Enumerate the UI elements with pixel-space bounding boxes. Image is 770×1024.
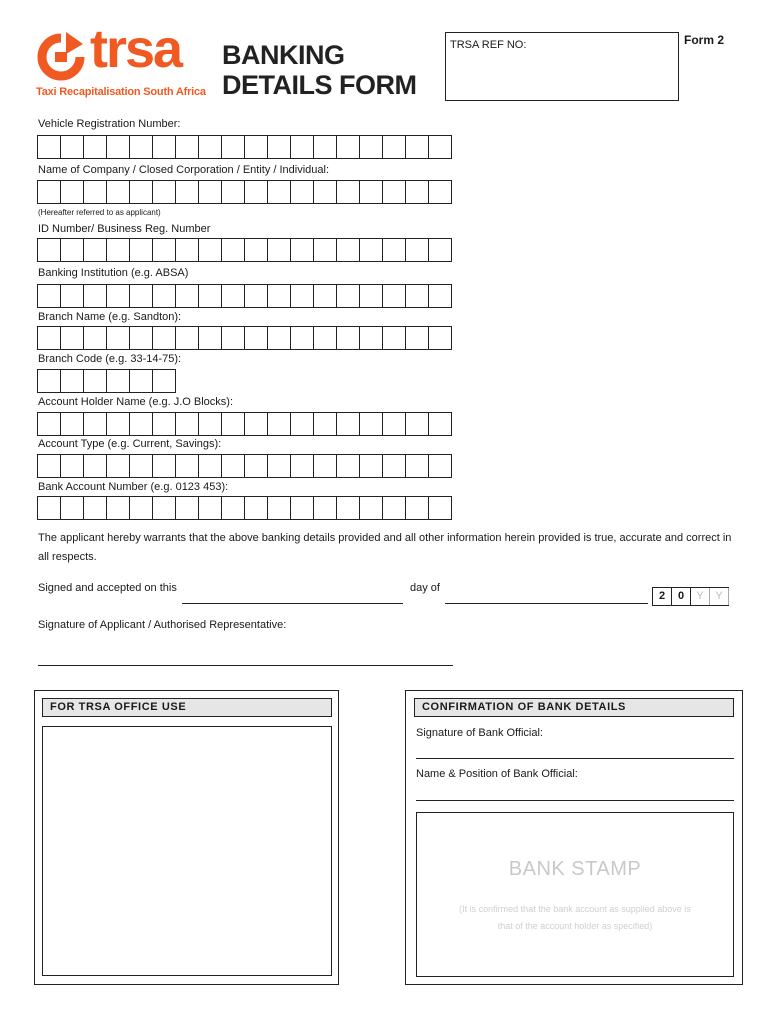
char-box[interactable] [38,181,61,203]
trsa-logo [36,19,212,102]
char-box[interactable] [291,285,314,307]
id-number-label: ID Number/ Business Reg. Number [38,223,211,235]
day-of-label: day of [410,582,440,594]
char-box[interactable] [314,285,337,307]
char-box[interactable] [222,285,245,307]
char-box[interactable] [107,327,130,349]
char-box[interactable] [337,327,360,349]
char-box[interactable] [130,136,153,158]
char-box[interactable] [153,181,176,203]
char-box[interactable] [337,136,360,158]
char-box[interactable] [61,413,84,435]
char-box[interactable] [107,239,130,261]
char-box[interactable] [176,455,199,477]
bank-official-signature-label: Signature of Bank Official: [416,727,543,739]
char-box[interactable] [130,327,153,349]
form-title-line1: BANKING [222,40,345,70]
trsa-office-panel [34,690,339,985]
char-box[interactable] [107,413,130,435]
char-box[interactable] [61,136,84,158]
applicant-note: (Hereafter referred to as applicant) [38,208,161,217]
signed-accepted-label: Signed and accepted on this [38,582,177,594]
year-boxes[interactable] [652,587,729,606]
char-box[interactable] [130,455,153,477]
account-holder-boxes[interactable] [37,412,452,436]
applicant-signature-label: Signature of Applicant / Authorised Representative: [38,619,287,631]
char-box[interactable] [314,497,337,519]
form-number: Form 2 [684,33,725,47]
char-box[interactable] [199,239,222,261]
char-box[interactable] [360,285,383,307]
char-box[interactable] [222,136,245,158]
char-box[interactable] [61,239,84,261]
char-box[interactable] [130,413,153,435]
char-box[interactable] [268,239,291,261]
char-box[interactable] [222,497,245,519]
char-box[interactable] [130,181,153,203]
char-box[interactable] [383,497,406,519]
char-box[interactable] [176,181,199,203]
bank-stamp-box[interactable] [416,812,734,977]
char-box[interactable] [199,285,222,307]
char-box[interactable] [360,327,383,349]
warranty-statement: The applicant hereby warrants that the above banking details provided and all other information herein provided is true, accurate and correct in all respects. [38,532,732,563]
year-digit: 2 [653,588,672,605]
char-box[interactable] [406,136,429,158]
char-box[interactable] [383,327,406,349]
char-box[interactable] [84,327,107,349]
char-box[interactable] [61,370,84,392]
char-box[interactable] [337,285,360,307]
account-type-label: Account Type (e.g. Current, Savings): [38,438,222,450]
char-box[interactable] [199,413,222,435]
char-box[interactable] [107,285,130,307]
branch-name-label: Branch Name (e.g. Sandton): [38,311,182,323]
char-box[interactable] [360,239,383,261]
char-box[interactable] [176,285,199,307]
char-box[interactable] [245,413,268,435]
char-box[interactable] [383,181,406,203]
char-box[interactable] [38,136,61,158]
char-box[interactable] [222,327,245,349]
char-box[interactable] [360,455,383,477]
year-digit-placeholder: Y [710,588,729,605]
char-box[interactable] [153,327,176,349]
char-box[interactable] [429,413,452,435]
bank-stamp-title: BANK STAMP [508,858,642,880]
char-box[interactable] [222,455,245,477]
char-box[interactable] [314,181,337,203]
trsa-office-heading: FOR TRSA OFFICE USE [42,698,332,717]
account-type-boxes[interactable] [37,454,452,478]
year-digit-placeholder: Y [691,588,710,605]
char-box[interactable] [222,181,245,203]
char-box[interactable] [107,136,130,158]
char-box[interactable] [199,136,222,158]
char-box[interactable] [268,181,291,203]
char-box[interactable] [61,181,84,203]
char-box[interactable] [153,413,176,435]
char-box[interactable] [383,136,406,158]
char-box[interactable] [337,497,360,519]
char-box[interactable] [84,136,107,158]
char-box[interactable] [107,497,130,519]
char-box[interactable] [130,239,153,261]
char-box[interactable] [245,497,268,519]
logo-subtitle: Taxi Recapitalisation South Africa [36,86,206,98]
year-digit: 0 [672,588,691,605]
char-box[interactable] [314,136,337,158]
company-name-boxes[interactable] [37,180,452,204]
bank-official-signature-line[interactable] [416,758,734,759]
char-box[interactable] [406,455,429,477]
char-box[interactable] [245,136,268,158]
char-box[interactable] [291,327,314,349]
char-box[interactable] [314,239,337,261]
char-box[interactable] [84,497,107,519]
char-box[interactable] [38,285,61,307]
char-box[interactable] [245,239,268,261]
char-box[interactable] [61,285,84,307]
banking-institution-label: Banking Institution (e.g. ABSA) [38,267,189,279]
branch-code-label: Branch Code (e.g. 33-14-75): [38,353,182,365]
char-box[interactable] [337,239,360,261]
char-box[interactable] [38,497,61,519]
char-box[interactable] [291,181,314,203]
char-box[interactable] [429,497,452,519]
char-box[interactable] [314,413,337,435]
char-box[interactable] [383,285,406,307]
vehicle-registration-label: Vehicle Registration Number: [38,118,181,130]
char-box[interactable] [107,181,130,203]
char-box[interactable] [199,327,222,349]
form-title [222,40,416,100]
char-box[interactable] [406,285,429,307]
trsa-ref-label: TRSA REF NO: [450,39,527,51]
char-box[interactable] [245,455,268,477]
char-box[interactable] [268,455,291,477]
char-box[interactable] [291,497,314,519]
char-box[interactable] [429,136,452,158]
char-box[interactable] [245,181,268,203]
char-box[interactable] [61,455,84,477]
char-box[interactable] [406,181,429,203]
char-box[interactable] [291,239,314,261]
char-box[interactable] [61,327,84,349]
char-box[interactable] [199,455,222,477]
char-box[interactable] [84,285,107,307]
char-box[interactable] [360,136,383,158]
char-box[interactable] [337,181,360,203]
signed-day-line[interactable] [182,603,403,604]
char-box[interactable] [291,136,314,158]
char-box[interactable] [153,239,176,261]
char-box[interactable] [291,413,314,435]
char-box[interactable] [61,497,84,519]
char-box[interactable] [153,136,176,158]
char-box[interactable] [360,497,383,519]
char-box[interactable] [360,413,383,435]
char-box[interactable] [383,239,406,261]
char-box[interactable] [222,239,245,261]
char-box[interactable] [429,327,452,349]
trsa-office-box[interactable] [42,726,332,976]
char-box[interactable] [268,285,291,307]
char-box[interactable] [222,413,245,435]
form-title-line2: DETAILS FORM [222,70,417,100]
banking-institution-boxes[interactable] [37,284,452,308]
char-box[interactable] [268,136,291,158]
char-box[interactable] [337,455,360,477]
char-box[interactable] [176,413,199,435]
char-box[interactable] [429,285,452,307]
char-box[interactable] [406,327,429,349]
char-box[interactable] [84,455,107,477]
char-box[interactable] [314,327,337,349]
char-box[interactable] [291,455,314,477]
account-holder-label: Account Holder Name (e.g. J.O Blocks): [38,396,234,408]
char-box[interactable] [38,370,61,392]
bank-official-name-line[interactable] [416,800,734,801]
bank-official-name-label: Name & Position of Bank Official: [416,768,578,780]
char-box[interactable] [429,181,452,203]
vehicle-registration-boxes[interactable] [37,135,452,159]
applicant-signature-line[interactable] [38,665,453,666]
char-box[interactable] [153,497,176,519]
char-box[interactable] [176,327,199,349]
bank-stamp-note-line1: (It is confirmed that the bank account as supplied above is [459,904,691,914]
char-box[interactable] [38,413,61,435]
char-box[interactable] [107,370,130,392]
char-box[interactable] [130,370,153,392]
char-box[interactable] [245,285,268,307]
char-box[interactable] [337,413,360,435]
char-box[interactable] [383,413,406,435]
branch-name-boxes[interactable] [37,326,452,350]
char-box[interactable] [176,136,199,158]
bank-confirmation-panel [405,690,743,985]
logo-wordmark: trsa [90,19,182,79]
bank-stamp-note-line2: that of the account holder as specified) [497,921,653,931]
account-number-boxes[interactable] [37,496,452,520]
account-number-label: Bank Account Number (e.g. 0123 453): [38,481,229,493]
char-box[interactable] [268,413,291,435]
char-box[interactable] [38,327,61,349]
branch-code-boxes[interactable] [37,369,176,393]
char-box[interactable] [406,413,429,435]
bank-stamp-note [417,901,733,935]
char-box[interactable] [176,239,199,261]
bank-confirmation-heading: CONFIRMATION OF BANK DETAILS [414,698,734,717]
char-box[interactable] [153,455,176,477]
char-box[interactable] [383,455,406,477]
company-name-label: Name of Company / Closed Corporation / Entity / Individual: [38,164,330,176]
char-box[interactable] [84,370,107,392]
char-box[interactable] [84,413,107,435]
circular-arrow-icon [36,32,86,82]
char-box[interactable] [84,181,107,203]
id-number-boxes[interactable] [37,238,452,262]
char-box[interactable] [245,327,268,349]
char-box[interactable] [130,285,153,307]
char-box[interactable] [314,455,337,477]
char-box[interactable] [153,370,176,392]
char-box[interactable] [38,455,61,477]
char-box[interactable] [199,181,222,203]
char-box[interactable] [199,497,222,519]
char-box[interactable] [406,497,429,519]
char-box[interactable] [406,239,429,261]
char-box[interactable] [107,455,130,477]
trsa-ref-box[interactable] [445,32,679,101]
signed-month-line[interactable] [445,603,648,604]
char-box[interactable] [429,455,452,477]
char-box[interactable] [268,497,291,519]
char-box[interactable] [130,497,153,519]
char-box[interactable] [360,181,383,203]
char-box[interactable] [38,239,61,261]
char-box[interactable] [153,285,176,307]
char-box[interactable] [176,497,199,519]
char-box[interactable] [429,239,452,261]
char-box[interactable] [84,239,107,261]
char-box[interactable] [268,327,291,349]
